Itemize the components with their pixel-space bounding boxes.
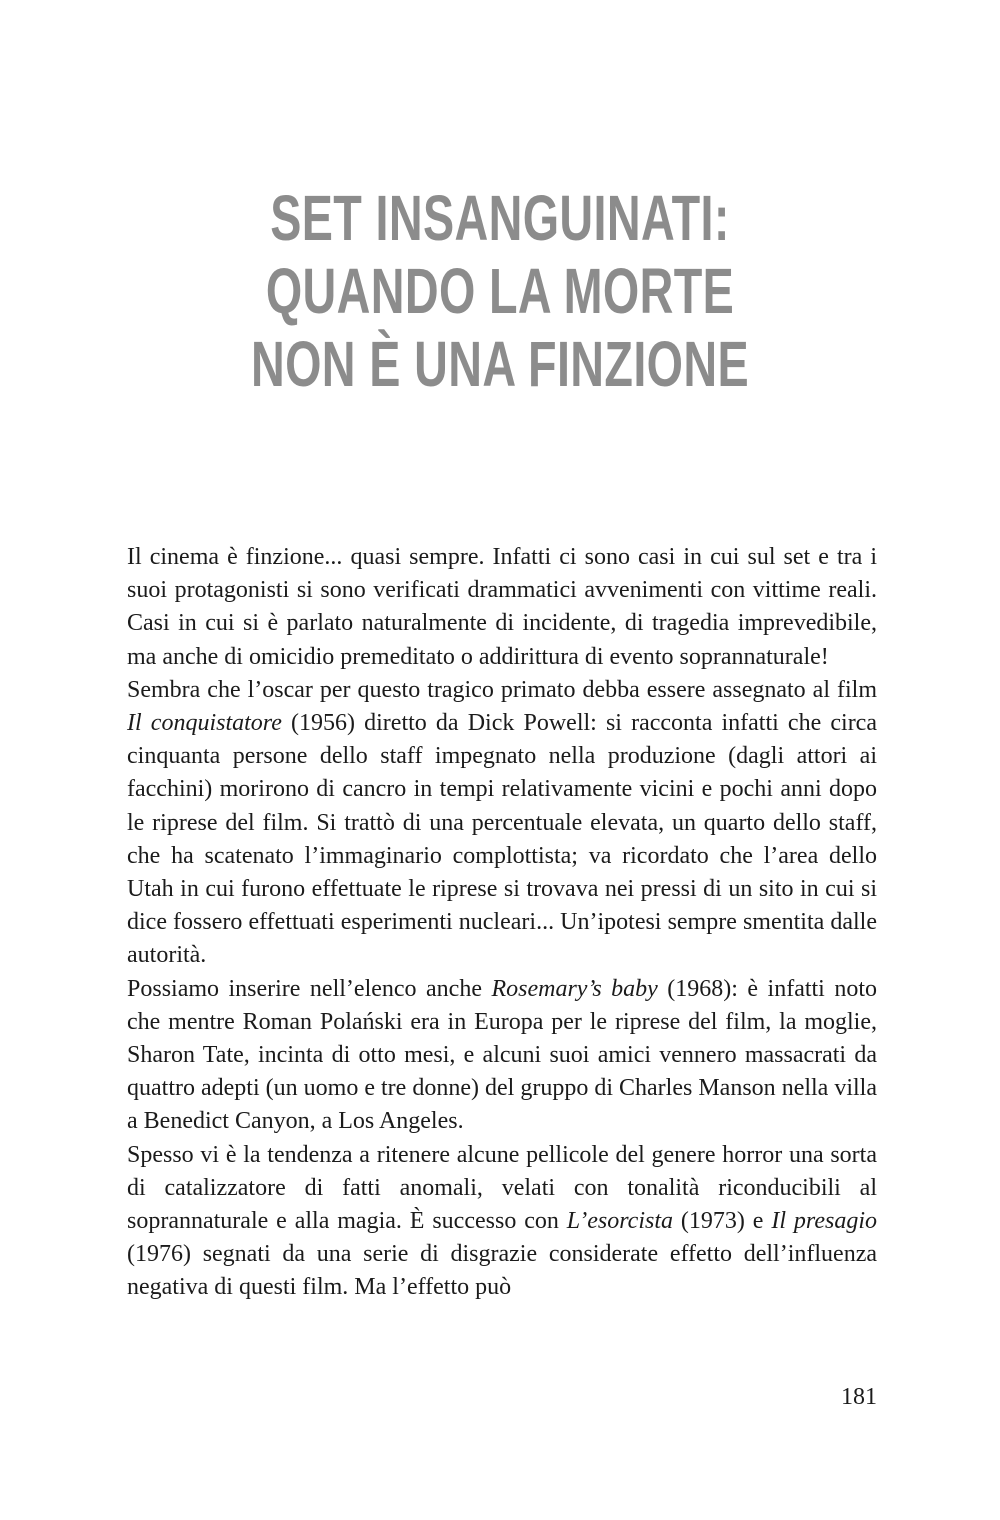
italic-text-run: Il presagio (771, 1208, 877, 1235)
paragraph (127, 973, 877, 1139)
text-run: (1976) segnati da una serie di disgrazie considerate effetto dell’influenza negativa di questi film. Ma l’effetto può (127, 1241, 877, 1301)
paragraph (127, 541, 877, 674)
text-run: Il cinema è finzione... quasi sempre. Infatti ci sono casi in cui sul set e tra i suoi protagonisti si sono verificati drammatici avvenimenti con vittime reali. Casi in cui si è parlato naturalmente di incidente, di tragedia imprevedibile, ma anche di omicidio premeditato o addirittura di evento soprannaturale! (127, 544, 877, 670)
text-run: (1956) diretto da Dick Powell: si racconta infatti che circa cinquanta persone dello staff impegnato nella produzione (dagli attori ai facchini) morirono di cancro in tempi relativamente vicini e pochi anni dopo le riprese del film. Si trattò di una percentuale elevata, un quarto dello staff, che ha scatenato l’immaginario complottista; va ricordato che l’area dello Utah in cui furono effettuate le riprese si trovava nei pressi di un sito in cui si dice fossero effettuati esperimenti nucleari... Un’ipotesi sempre smentita dalle autorità. (127, 710, 877, 969)
italic-text-run: L’esorcista (566, 1208, 673, 1235)
chapter-title (135, 182, 865, 401)
italic-text-run: Il conquistatore (127, 710, 282, 737)
paragraph (127, 674, 877, 973)
chapter-title-line: NON È UNA FINZIONE (251, 328, 749, 400)
text-run: Spesso vi è la tendenza a ritenere alcune pellicole del genere horror una sorta di catalizzatore di fatti anomali, velati con tonalità riconducibili al soprannaturale e alla magia. È successo con (127, 1141, 877, 1235)
paragraph (127, 1139, 877, 1305)
chapter-title-line: QUANDO LA MORTE (265, 255, 735, 327)
text-run: Possiamo inserire nell’elenco anche (127, 975, 492, 1002)
text-run: Sembra che l’oscar per questo tragico primato debba essere assegnato al film (127, 676, 877, 703)
text-run: (1968): è infatti noto che mentre Roman Polański era in Europa per le riprese del film, la moglie, Sharon Tate, incinta di otto mesi, e alcuni suoi amici vennero massacrati da quattro adepti (un uomo e tre donne) del gruppo di Charles Manson nella villa a Benedict Canyon, a Los Angeles. (127, 975, 877, 1135)
text-run: (1973) e (673, 1208, 772, 1235)
page-number: 181 (841, 1384, 877, 1410)
italic-text-run: Rosemary’s baby (491, 975, 658, 1002)
chapter-title-line: SET INSANGUINATI: (270, 182, 730, 254)
body-text (127, 541, 877, 1305)
